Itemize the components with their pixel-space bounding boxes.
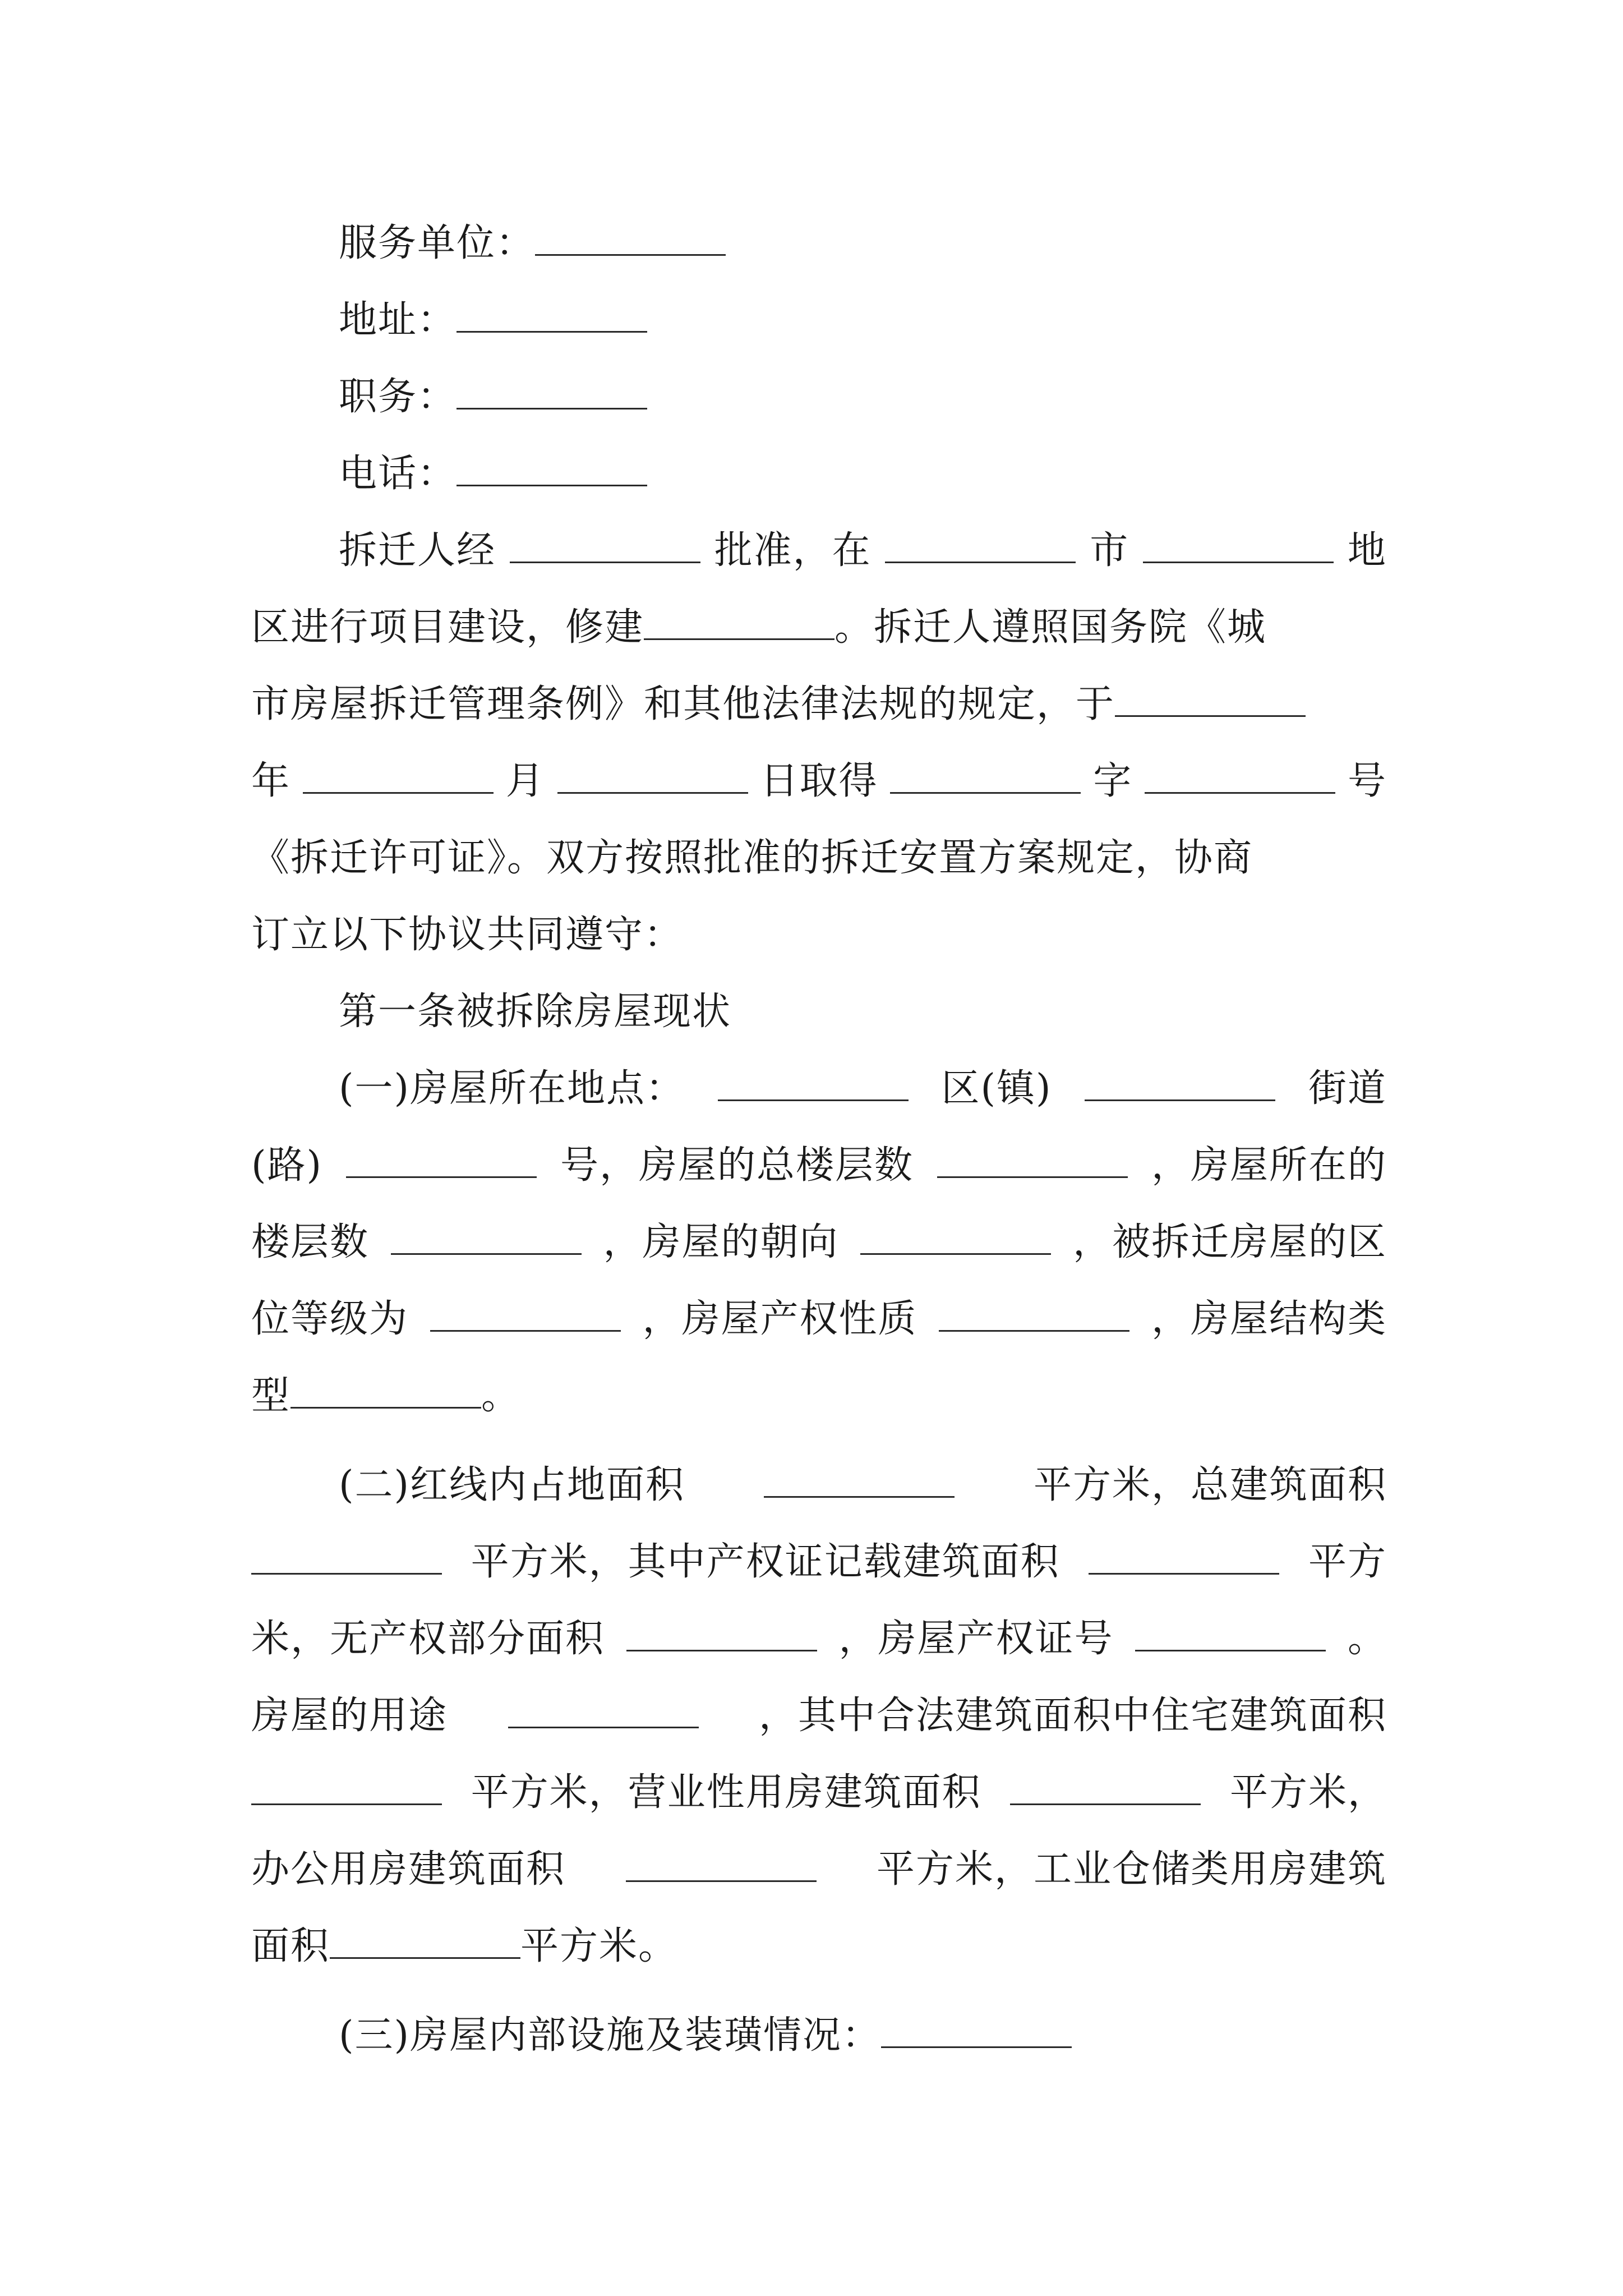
industrial-area-blank bbox=[330, 1924, 520, 1959]
year-blank-1 bbox=[1115, 682, 1306, 717]
residential-area-blank bbox=[251, 1770, 442, 1805]
intro-text: 市房屋拆迁管理条例》和其他法律法规的规定，于 bbox=[251, 682, 1115, 726]
section-text: (路) bbox=[251, 1143, 323, 1188]
land-area-blank bbox=[764, 1462, 955, 1498]
commercial-area-blank bbox=[1010, 1770, 1201, 1805]
structure-type-blank bbox=[291, 1373, 481, 1409]
section-text: 平方米，营业性用房建筑面积 bbox=[471, 1770, 981, 1815]
section-text: 楼层数 bbox=[251, 1220, 370, 1264]
intro-line-3 bbox=[251, 666, 1387, 743]
service-unit-blank bbox=[535, 220, 726, 256]
project-blank bbox=[644, 605, 834, 640]
property-nature-blank bbox=[939, 1296, 1129, 1332]
location-grade-blank bbox=[430, 1296, 621, 1332]
address-line bbox=[251, 282, 1387, 358]
section-1-line-2 bbox=[251, 1127, 1387, 1204]
section-text: 平方米，工业仓储类用房建筑 bbox=[876, 1847, 1387, 1892]
intro-line-5 bbox=[251, 820, 1387, 896]
section-2-line-4 bbox=[251, 1677, 1387, 1754]
section-text: ，房屋的朝向 bbox=[603, 1220, 839, 1264]
uncertified-area-blank bbox=[626, 1616, 817, 1651]
section-3-line-1 bbox=[251, 1997, 1387, 2074]
city-blank bbox=[885, 528, 1076, 563]
section-text: ，房屋所在的 bbox=[1151, 1143, 1387, 1188]
section-1-line-3 bbox=[251, 1204, 1387, 1281]
intro-text: 。拆迁人遵照国务院《城 bbox=[834, 605, 1267, 650]
section-text: 米，无产权部分面积 bbox=[251, 1617, 605, 1661]
section-text: 号，房屋的总楼层数 bbox=[560, 1143, 914, 1188]
position-label: 职务： bbox=[339, 375, 457, 419]
intro-text: 字 bbox=[1093, 759, 1133, 803]
section-text: ，其中合法建筑面积中住宅建筑面积 bbox=[758, 1694, 1387, 1738]
section-text: 街道 bbox=[1308, 1066, 1387, 1111]
section-1-line-1 bbox=[251, 1050, 1387, 1127]
section-2-line-2 bbox=[251, 1524, 1387, 1600]
day-blank bbox=[557, 758, 748, 794]
intro-line-1 bbox=[251, 512, 1387, 589]
section-2-line-3 bbox=[251, 1600, 1387, 1677]
section-text: 平方 bbox=[1308, 1540, 1387, 1584]
address-blank bbox=[457, 297, 647, 333]
total-building-area-blank bbox=[251, 1539, 442, 1575]
intro-line-6 bbox=[251, 896, 1387, 973]
section-text: 办公用房建筑面积 bbox=[251, 1847, 566, 1892]
address-label: 地址： bbox=[339, 298, 457, 342]
intro-text: 《拆迁许可证》。双方按照批准的拆迁安置方案规定，协商 bbox=[251, 836, 1253, 880]
intro-text: 拆迁人经 bbox=[339, 528, 496, 573]
section-2-line-5 bbox=[251, 1754, 1387, 1831]
certified-area-blank bbox=[1089, 1539, 1279, 1575]
section-text: 。 bbox=[481, 1374, 521, 1418]
section-text: (一)房屋所在地点： bbox=[339, 1066, 685, 1111]
approval-authority-blank bbox=[510, 528, 700, 563]
intro-text: 号 bbox=[1347, 759, 1387, 803]
section-text: (三)房屋内部设施及装璜情况： bbox=[339, 2013, 882, 2058]
section-text: ，房屋结构类 bbox=[1151, 1297, 1387, 1341]
month-blank bbox=[303, 758, 494, 794]
intro-text: 订立以下协议共同遵守： bbox=[251, 913, 684, 957]
phone-label: 电话： bbox=[339, 452, 457, 496]
interior-facilities-blank bbox=[881, 2013, 1072, 2048]
intro-text: 月 bbox=[505, 759, 545, 803]
total-floors-blank bbox=[937, 1143, 1128, 1178]
section-text: 平方米，总建筑面积 bbox=[1033, 1463, 1387, 1507]
intro-text: 区进行项目建设，修建 bbox=[251, 605, 644, 650]
usage-blank bbox=[508, 1693, 699, 1728]
intro-line-4 bbox=[251, 743, 1387, 820]
section-1-line-5 bbox=[251, 1358, 1387, 1434]
section-text: 平方米。 bbox=[520, 1924, 678, 1968]
section-text: 区(镇) bbox=[941, 1066, 1052, 1111]
intro-text: 批准，在 bbox=[714, 528, 872, 573]
section-text: 房屋的用途 bbox=[251, 1694, 448, 1738]
intro-text: 地 bbox=[1347, 528, 1387, 573]
article-1-heading bbox=[251, 973, 1387, 1050]
section-text: 面积 bbox=[251, 1924, 330, 1968]
service-unit-label: 服务单位： bbox=[339, 221, 536, 265]
position-blank bbox=[457, 374, 647, 409]
intro-line-2 bbox=[251, 589, 1387, 666]
permit-prefix-blank bbox=[890, 758, 1081, 794]
permit-number-blank bbox=[1145, 758, 1335, 794]
district-blank bbox=[1143, 528, 1334, 563]
section-text: 位等级为 bbox=[251, 1297, 409, 1341]
section-text: ，房屋产权性质 bbox=[642, 1297, 917, 1341]
section-text: ，被拆迁房屋的区 bbox=[1072, 1220, 1387, 1264]
section-text: ，房屋产权证号 bbox=[838, 1617, 1114, 1661]
certificate-number-blank bbox=[1135, 1616, 1326, 1651]
section-text: 平方米， bbox=[1229, 1770, 1387, 1815]
orientation-blank bbox=[860, 1220, 1051, 1255]
intro-text: 日取得 bbox=[760, 759, 878, 803]
section-2-line-7 bbox=[251, 1908, 1387, 1985]
street-blank bbox=[1085, 1066, 1275, 1101]
section-2-line-6 bbox=[251, 1831, 1387, 1908]
heading-text: 第一条被拆除房屋现状 bbox=[339, 990, 732, 1034]
house-number-blank bbox=[346, 1143, 537, 1178]
phone-line bbox=[251, 435, 1387, 512]
document-body bbox=[251, 205, 1387, 2074]
phone-blank bbox=[457, 451, 647, 486]
service-unit-line bbox=[251, 205, 1387, 282]
section-2-line-1 bbox=[251, 1447, 1387, 1524]
floor-blank bbox=[391, 1220, 582, 1255]
intro-text: 年 bbox=[251, 759, 291, 803]
section-text: 。 bbox=[1347, 1617, 1387, 1661]
position-line bbox=[251, 358, 1387, 435]
office-area-blank bbox=[626, 1847, 817, 1882]
section-1-line-4 bbox=[251, 1281, 1387, 1358]
section-text: (二)红线内占地面积 bbox=[339, 1463, 685, 1507]
intro-text: 市 bbox=[1090, 528, 1129, 573]
section-text: 型 bbox=[251, 1374, 291, 1418]
section-text: 平方米，其中产权证记载建筑面积 bbox=[471, 1540, 1060, 1584]
district-town-blank bbox=[718, 1066, 909, 1101]
